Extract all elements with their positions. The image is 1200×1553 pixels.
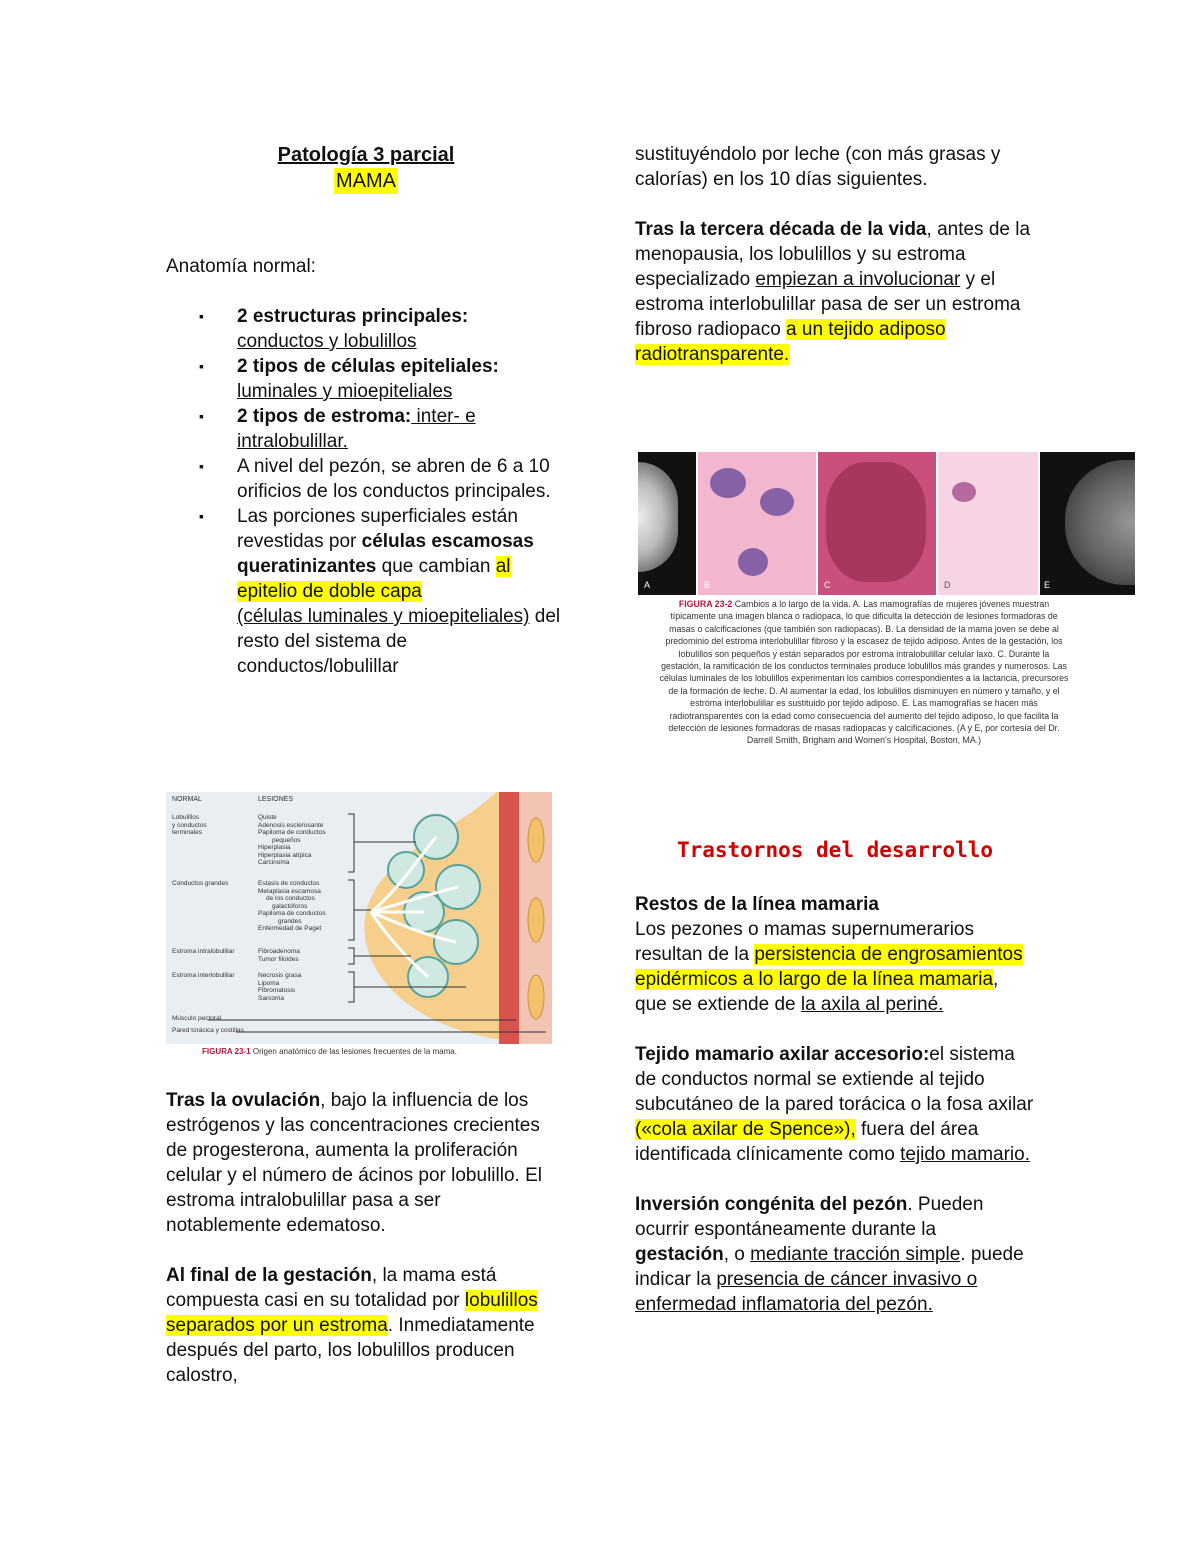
para-text: fuera del área identificada clínicamente como [635, 1119, 979, 1165]
panel-letter: C [824, 580, 831, 590]
list-item-bold: 2 tipos de células epiteliales: [237, 356, 499, 377]
histology-image [818, 452, 936, 595]
anatomy-list [166, 304, 566, 679]
list-item [166, 504, 566, 679]
section-title: Trastornos del desarrollo [676, 838, 994, 862]
figure-life-changes [638, 452, 1135, 804]
figure1-label: Estasis de conductos [258, 880, 320, 887]
para-text: . Pueden ocurrir espontáneamente durante la [635, 1194, 984, 1240]
figure1-caption [166, 1046, 552, 1058]
list-item-text: Las porciones superficiales están revestidas por [237, 506, 518, 552]
para-text: el sistema de conductos normal se extiende al tejido subcutáneo de la pared torácica o la fosa axilar [635, 1044, 1034, 1115]
figure1-label: Lipoma [258, 979, 280, 987]
figure1-label: Metaplasia escamosa [258, 887, 321, 895]
para-text: , bajo la influencia de los estrógenos y las concentraciones crecientes de progesterona, aumenta la proliferación celular y el número de ácinos por lobulillo. El estroma intralobulillar pasa a ser notablemente edematoso. [166, 1090, 542, 1236]
para-inversion [635, 1192, 1035, 1317]
figure1-musculo: Músculo pectoral [172, 1015, 222, 1022]
left-column-top [166, 254, 566, 679]
para-text: y el estroma interlobulillar pasa de ser un estroma fibroso radiopaco [635, 269, 1021, 340]
list-item [166, 304, 566, 354]
underlined-text: tejido mamario. [900, 1144, 1030, 1165]
underlined-text: empiezan a involucionar [755, 269, 961, 290]
mammogram-image [638, 452, 696, 595]
para-heading: Inversión congénita del pezón [635, 1194, 908, 1215]
mammogram-image [1040, 452, 1135, 595]
figure1-label: Papiloma de conductos [258, 910, 326, 917]
figure1-col-lesiones: LESIONES [258, 796, 294, 803]
para-ovulacion [166, 1088, 551, 1238]
para-tejido [635, 1042, 1035, 1167]
figure1-label: Hiperplasia [258, 844, 291, 851]
figure2-caption-text: Cambios a lo largo de la vida. A. Las mamografías de mujeres jóvenes muestran típicamente una imagen blanca o radiopaca, lo que dificulta la detección de lesiones formadoras de masas o calcificaciones (que también son radiopacas). B. La densidad de la mama joven se debe al predominio del estroma interlobulillar fibroso y la escasez de tejido adiposo. Antes de la gestación, los lobulillos son pequeños y están separados por estroma intralobulillar celular laxo. C. Durante la gestación, la ramificación de los conductos terminales produce lobulillos más grandes y numerosos. Las células luminales de los lobulillos experimentan los cambios correspondientes a la lactancia, precursores de la formación de leche. D. Al aumentar la edad, los lobulillos disminuyen en número y tamaño, y el estroma interlobulillar es sustituido por tejido adiposo. E. Las mamografías se hacen más radiotransparentes con la edad como consecuencia del aumento del tejido adiposo, lo que facilita la detección de lesiones formadoras de masas radiopacas y calcificaciones. (A y E, por cortesía del Dr. Darrell Smith, Brigham and Women's Hospital, Boston, MA.) [659, 599, 1069, 746]
para-gestacion [166, 1263, 551, 1388]
list-item-text: inter- e [411, 406, 476, 427]
para-heading: Tejido mamario axilar accesorio: [635, 1044, 930, 1065]
para-text: , antes de la menopausia, los lobulillos y su estroma especializado [635, 219, 1031, 290]
panel-letter: B [704, 580, 711, 590]
figure1-caption-label: FIGURA 23-1 [202, 1047, 251, 1056]
figure2-caption [658, 598, 1070, 747]
figure1-label: pequeños [272, 836, 301, 844]
list-item [166, 354, 566, 404]
figure1-col-normal: NORMAL [172, 796, 202, 803]
highlighted-text: al epitelio de doble capa [237, 556, 511, 602]
para-text: Los pezones o mamas supernumerarios resultan de la [635, 919, 975, 965]
figure1-row-left [172, 814, 207, 837]
figure1-label: Fibromatosis [258, 987, 296, 994]
document-subtitle: MAMA [336, 170, 396, 192]
figure1-row-right [258, 880, 326, 933]
histology-image [938, 452, 1038, 595]
figure1-label: Sarcoma [258, 994, 285, 1002]
figure1-label: Adenosis esclerosante [258, 821, 324, 829]
anatomy-heading: Anatomía normal: [166, 256, 316, 277]
highlighted-text: persistencia de engrosamientos epidérmicos a lo largo de la línea mamaria [635, 944, 1023, 990]
para-text: . Inmediatamente después del parto, los lobulillos producen calostro, [166, 1315, 535, 1386]
figure1-row-left [172, 948, 235, 956]
figure1-label: Conductos grandes [172, 880, 229, 887]
figure1-row-right [258, 814, 326, 867]
left-column-bottom [166, 1088, 551, 1388]
figure-breast-anatomy [166, 792, 552, 1060]
figure1-label: de los conductos [266, 895, 315, 902]
list-item-text: A nivel del pezón, se abren de 6 a 10 orificios de los conductos principales. [237, 456, 551, 502]
figure1-label: Quiste [258, 814, 277, 821]
list-item-text: del resto del sistema de conductos/lobulillar [237, 606, 561, 677]
figure1-lesiones-column [258, 796, 293, 804]
para-heading: Restos de la línea mamaria [635, 894, 879, 915]
para-text: . puede indicar la [635, 1244, 1024, 1290]
breast-diagram-svg [166, 792, 552, 1060]
para-tercera-decada [635, 217, 1035, 367]
para-bold: Al final de la gestación [166, 1265, 372, 1286]
para-restos [635, 892, 1035, 1017]
figure1-row-right [258, 948, 300, 963]
underlined-text: (células luminales y mioepiteliales) [237, 606, 530, 627]
list-item-bold: 2 estructuras principales: [237, 306, 469, 327]
panel-letter: E [1044, 580, 1051, 590]
histology-image [698, 452, 816, 595]
document-title: Patología 3 parcial [277, 144, 455, 166]
underlined-text: la axila al periné. [800, 994, 944, 1015]
figure1-label: Necrosis grasa [258, 972, 302, 979]
figure1-label: Hiperplasia atípica [258, 851, 312, 859]
figure1-label: Fibroadenoma [258, 948, 300, 955]
panel-letter: A [644, 580, 651, 590]
underlined-text: presencia de cáncer invasivo o enfermedad inflamatoria del pezón. [635, 1269, 978, 1315]
list-item-text: intralobulillar. [237, 431, 348, 452]
figure1-label: Estroma intralobulillar [172, 948, 235, 955]
list-item-bold: células escamosas queratinizantes [237, 531, 534, 577]
right-column-top [635, 142, 1035, 367]
panel-letter: D [944, 580, 951, 590]
underlined-text: mediante tracción simple [750, 1244, 961, 1265]
para-text: , o [723, 1244, 751, 1265]
document-header [166, 142, 566, 194]
figure1-label: Lobulillos [172, 814, 200, 821]
figure1-label: Estroma interlobulillar [172, 972, 235, 979]
list-item-text: luminales y mioepiteliales [237, 381, 453, 402]
list-item-bold: 2 tipos de estroma: [237, 406, 412, 427]
figure1-label: galactóforos [272, 902, 308, 910]
list-item-text: conductos y lobulillos [237, 331, 417, 352]
list-item [166, 404, 566, 454]
figure1-row-left [172, 972, 235, 980]
figure2-panels [638, 452, 1135, 595]
right-column-bottom [635, 892, 1035, 1317]
highlighted-text: («cola axilar de Spence»), [635, 1119, 856, 1140]
figure1-row-right [258, 972, 301, 1002]
para-bold: Tras la ovulación [166, 1090, 321, 1111]
figure1-normal-column [172, 796, 202, 804]
list-item-text: que cambian [376, 556, 496, 577]
figure1-label: terminales [172, 829, 202, 836]
figure1-label: Carcinoma [258, 859, 290, 866]
highlighted-text: a un tejido adiposo radiotransparente. [635, 319, 946, 365]
para-continuation: sustituyéndolo por leche (con más grasas y calorías) en los 10 días siguientes. [635, 144, 1001, 190]
figure1-label: y conductos [172, 821, 207, 829]
figure1-label: grandes [278, 917, 302, 925]
para-text: , que se extiende de [635, 969, 999, 1015]
highlighted-text: lobulillos separados por un estroma [166, 1290, 538, 1336]
para-bold: gestación [635, 1244, 724, 1265]
figure1-label: Tumor filoides [258, 955, 299, 963]
para-bold: Tras la tercera década de la vida [635, 219, 927, 240]
figure1-label: Enfermedad de Paget [258, 925, 322, 932]
figure1-caption-text: Origen anatómico de las lesiones frecuentes de la mama. [252, 1047, 457, 1056]
figure1-row-left [172, 880, 228, 888]
figure2-caption-label: FIGURA 23-2 [678, 599, 733, 609]
list-item [166, 454, 566, 504]
para-text: , la mama está compuesta casi en su totalidad por [166, 1265, 497, 1311]
figure1-label: Papiloma de conductos [258, 829, 326, 836]
figure1-pared: Pared torácica y costillas [172, 1027, 244, 1034]
